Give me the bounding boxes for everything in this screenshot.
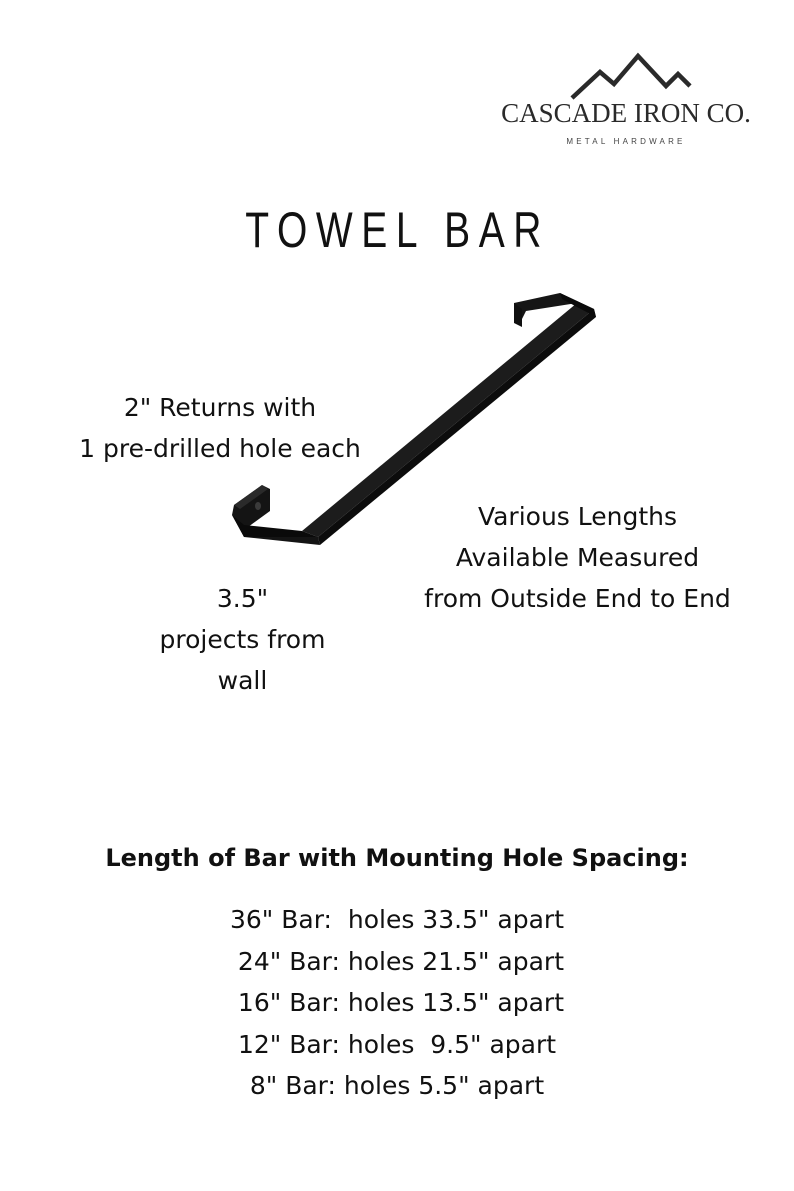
brand-name: CASCADE IRON CO. [501,98,751,128]
lengths-note-line: Available Measured [455,543,700,572]
brand-tagline: METAL HARDWARE [566,137,686,146]
spacing-list [0,899,794,1107]
returns-note-line: 1 pre-drilled hole each [79,434,361,463]
projection-note [140,578,345,701]
lengths-note-line: from Outside End to End [424,584,731,613]
spacing-row: 12" Bar: holes 9.5" apart [237,1029,557,1059]
returns-note-line: 2" Returns with [123,393,317,422]
projection-note-line: projects from [159,625,326,654]
spacing-heading: Length of Bar with Mounting Hole Spacing: [105,844,689,872]
spacing-row: 24" Bar: holes 21.5" apart [229,946,565,976]
spacing-row: 16" Bar: holes 13.5" apart [229,988,565,1017]
mountain-peaks-icon [568,50,692,100]
spacing-row: 36" Bar: holes 33.5" apart [229,905,565,934]
lengths-note [400,496,755,619]
projection-note-line: wall [217,666,268,695]
projection-note-line: 3.5" [216,584,269,613]
spacing-row: 8" Bar: holes 5.5" apart [249,1071,545,1100]
returns-note [60,387,380,469]
page-title: TOWEL BAR [245,202,551,258]
lengths-note-line: Various Lengths [477,502,678,531]
